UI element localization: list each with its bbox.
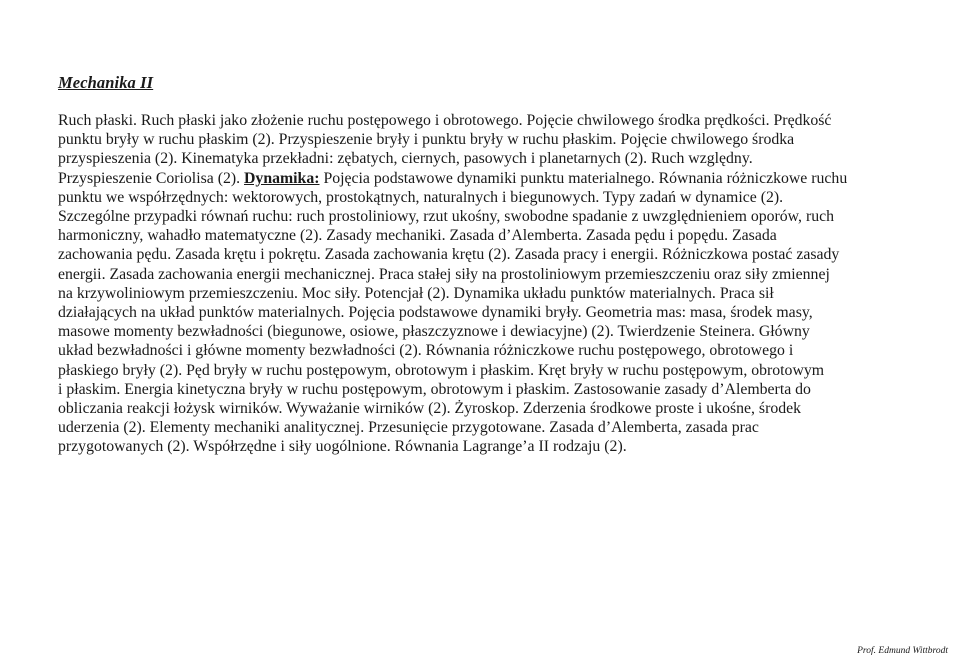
- text-line: energii. Zasada zachowania energii mechanicznej. Praca stałej siły na prostoliniowym przemieszczeniu oraz siły zmiennej: [58, 265, 830, 283]
- text-line: i płaskim. Energia kinetyczna bryły w ruchu postępowym, obrotowym i płaskim. Zastosowanie zasady d’Alemberta do: [58, 380, 811, 398]
- text-line: punktu bryły w ruchu płaskim (2). Przyspieszenie bryły i punktu bryły w ruchu płaskim. Pojęcie chwilowego środka: [58, 131, 795, 149]
- text-line: płaskiego bryły (2). Pęd bryły w ruchu postępowym, obrotowym i płaskim. Kręt bryły w ruchu postępowym, obrotowym: [58, 361, 825, 379]
- text-line: Szczególne przypadki równań ruchu: ruch prostoliniowy, rzut ukośny, swobodne spadanie z uwzględnieniem oporów, ruch: [58, 208, 835, 226]
- text-line: masowe momenty bezwładności (biegunowe, osiowe, płaszczyznowe i dewiacyjne) (2). Twierdzenie Steinera. Główny: [58, 323, 810, 341]
- text-line: zachowania pędu. Zasada krętu i pokrętu. Zasada zachowania krętu (2). Zasada pracy i energii. Różniczkowa postać zasady: [58, 246, 840, 264]
- text-line: Ruch płaski. Ruch płaski jako złożenie ruchu postępowego i obrotowego. Pojęcie chwilowego środka prędkości. Prędkość: [58, 112, 832, 129]
- text-line: obliczania reakcji łożysk wirników. Wyważanie wirników (2). Żyroskop. Zderzenia środkowe proste i ukośne, środek: [58, 400, 802, 418]
- keyword-dynamika: Dynamika:: [244, 169, 320, 187]
- text-line-with-keyword: [58, 169, 900, 188]
- text-line: na krzywoliniowym przemieszczeniu. Moc siły. Potencjał (2). Dynamika układu punktów materialnych. Praca sił: [58, 284, 774, 302]
- author-footer: Prof. Edmund Wittbrodt: [857, 646, 948, 656]
- text-line: harmoniczny, wahadło matematyczne (2). Zasady mechaniki. Zasada d’Alemberta. Zasada pędu i popędu. Zasada: [58, 227, 777, 245]
- text-line: punktu we współrzędnych: wektorowych, prostokątnych, naturalnych i biegunowych. Typy zadań w dynamice (2).: [58, 188, 784, 206]
- text-segment: Przyspieszenie Coriolisa (2).: [58, 169, 241, 187]
- text-segment: Pojęcia podstawowe dynamiki punktu materialnego. Równania różniczkowe ruchu: [319, 169, 848, 187]
- text-line: przyspieszenia (2). Kinematyka przekładni: zębatych, ciernych, pasowych i planetarnych (2). Ruch względny.: [58, 150, 753, 168]
- document-title: Mechanika II: [58, 73, 154, 92]
- course-description: [58, 111, 900, 457]
- text-line: działających na układ punktów materialnych. Pojęcia podstawowe dynamiki bryły. Geometria mas: masa, środek masy,: [58, 304, 813, 322]
- text-line: uderzenia (2). Elementy mechaniki analitycznej. Przesunięcie przygotowane. Zasada d’Alemberta, zasada prac: [58, 419, 759, 437]
- text-line: przygotowanych (2). Współrzędne i siły uogólnione. Równania Lagrange’a II rodzaju (2).: [58, 438, 627, 456]
- text-line: układ bezwładności i główne momenty bezwładności (2). Równania różniczkowe ruchu postępowego, obrotowego i: [58, 342, 794, 360]
